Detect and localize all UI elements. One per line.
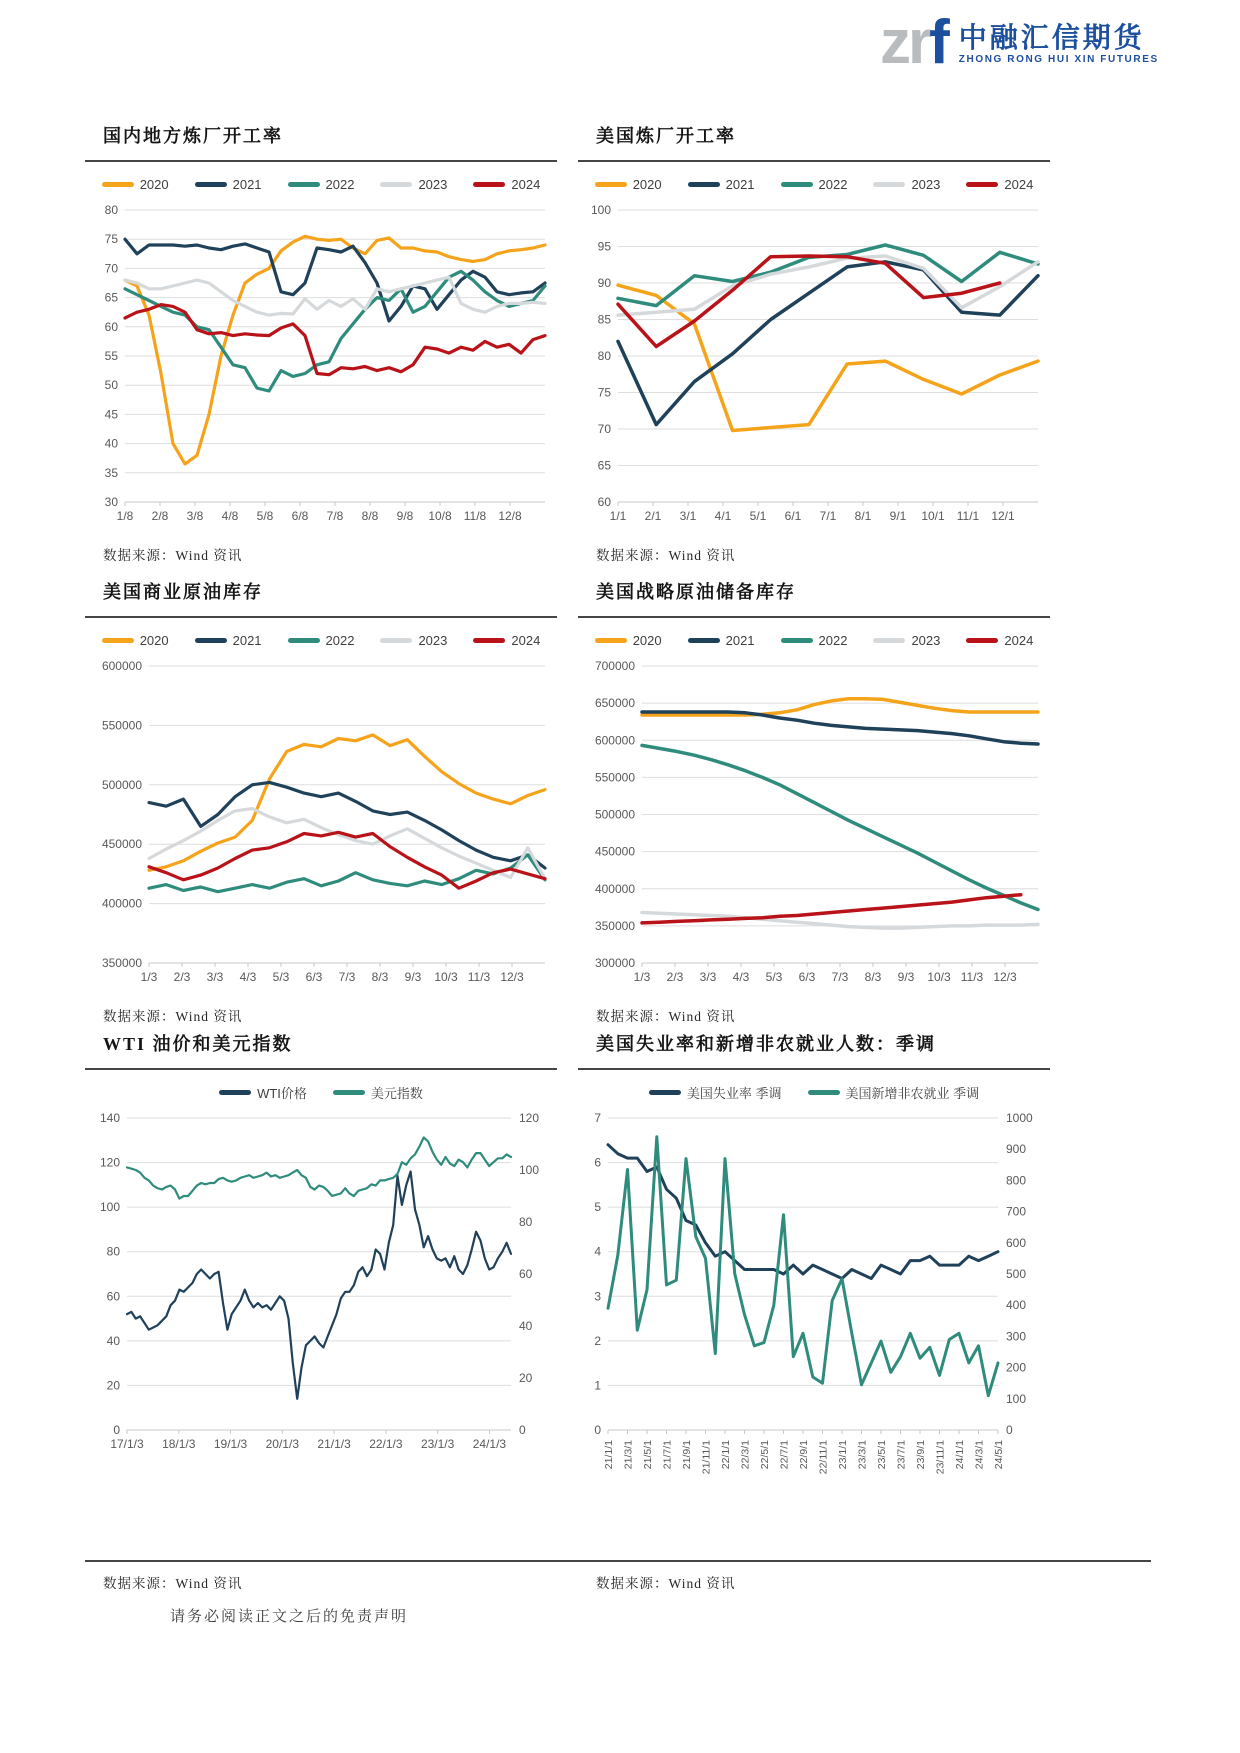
x-axis-tick-label: 8/8 (361, 509, 379, 523)
y-axis-tick-label: 6 (594, 1155, 601, 1170)
y-axis-tick-label: 50 (104, 378, 118, 393)
x-axis-tick-label: 20/1/3 (265, 1437, 300, 1451)
x-axis-tick-label: 23/5/1 (876, 1440, 888, 1470)
data-source-caption: 数据来源：Wind 资讯 (103, 1576, 243, 1591)
y-axis-tick-label: 600000 (101, 659, 142, 673)
chart-title: WTI 油价和美元指数 (103, 1034, 293, 1054)
line-chart-svg (85, 1108, 557, 1526)
legend-label: 2020 (632, 176, 662, 192)
legend-swatch (595, 182, 627, 187)
y-axis-tick-label: 40 (106, 1333, 120, 1348)
series-line-s2024 (149, 832, 545, 888)
line-chart-svg (578, 1108, 1050, 1526)
legend-item-s2022 (288, 633, 355, 648)
series-line-usd-index (127, 1138, 511, 1199)
y-axis-tick-label: 7 (594, 1111, 601, 1125)
y-axis-tick-label: 85 (597, 312, 611, 327)
legend-item-s2024 (966, 177, 1033, 192)
legend-item-s2020 (102, 633, 169, 648)
legend-swatch (219, 1090, 251, 1095)
x-axis-tick-label: 23/3/1 (856, 1440, 869, 1470)
chart-legend (578, 1076, 1050, 1108)
x-axis-tick-label: 1/1 (609, 509, 627, 523)
title-rule (578, 1068, 1050, 1070)
legend-swatch (195, 638, 227, 643)
brand-name-en: ZHONG RONG HUI XIN FUTURES (958, 54, 1159, 66)
legend-label: 2021 (725, 632, 755, 648)
x-axis-tick-label: 1/3 (633, 970, 651, 984)
legend-swatch (688, 638, 720, 643)
y2-axis-tick-label: 800 (1006, 1173, 1027, 1188)
legend-swatch (688, 182, 720, 187)
x-axis-tick-label: 22/1/1 (720, 1440, 732, 1470)
legend-swatch (873, 182, 905, 187)
x-axis-tick-label: 24/5/1 (993, 1440, 1005, 1470)
chart-title: 美国失业率和新增非农就业人数：季调 (596, 1034, 936, 1054)
legend-swatch (102, 182, 134, 187)
y2-axis-tick-label: 100 (519, 1163, 540, 1177)
x-axis-tick-label: 2/3 (666, 970, 684, 984)
y-axis-tick-label: 60 (597, 495, 611, 509)
y-axis-tick-label: 35 (104, 465, 118, 480)
series-line-s2020 (618, 285, 1038, 430)
y-axis-tick-label: 75 (104, 232, 118, 247)
y-axis-tick-label: 550000 (101, 718, 142, 733)
series-line-s2024 (125, 305, 545, 375)
legend-swatch (873, 638, 905, 643)
x-axis-tick-label: 12/1 (991, 509, 1015, 523)
legend-label: 2023 (911, 176, 941, 192)
x-axis-tick-label: 12/3 (500, 970, 524, 984)
x-axis-tick-label: 10/3 (434, 970, 458, 984)
legend-item-s2020 (595, 633, 662, 648)
x-axis-tick-label: 23/7/1 (895, 1440, 908, 1470)
x-axis-tick-label: 21/5/1 (642, 1440, 654, 1470)
line-chart-svg (578, 200, 1050, 530)
y-axis-tick-label: 140 (99, 1111, 120, 1125)
y-axis-tick-label: 80 (104, 203, 118, 217)
legend-label: 美国新增非农就业 季调 (845, 1085, 980, 1101)
y2-axis-tick-label: 80 (519, 1215, 533, 1229)
legend-label: 2021 (232, 176, 262, 192)
chart-block-us-commercial-crude-stock (85, 578, 557, 1025)
x-axis-tick-label: 5/8 (256, 509, 274, 523)
x-axis-tick-label: 7/3 (831, 970, 849, 984)
legend-label: 2023 (418, 632, 448, 648)
y2-axis-tick-label: 0 (519, 1423, 526, 1437)
title-rule (85, 160, 557, 162)
y-axis-tick-label: 65 (104, 290, 118, 305)
legend-label: 2021 (725, 176, 755, 192)
x-axis-tick-label: 23/1/1 (837, 1440, 849, 1470)
legend-label: 2024 (1004, 176, 1034, 192)
legend-swatch (966, 182, 998, 187)
legend-label: 2024 (511, 176, 541, 192)
y-axis-tick-label: 120 (99, 1155, 120, 1170)
brand-logo (880, 8, 1159, 77)
data-source-caption: 数据来源：Wind 资讯 (103, 1009, 243, 1024)
line-chart-svg (578, 656, 1050, 991)
legend-item-s2024 (473, 633, 540, 648)
x-axis-tick-label: 1/3 (140, 970, 158, 984)
chart-block-us-spr-stock (578, 578, 1050, 1025)
chart-title: 美国炼厂开工率 (596, 126, 736, 146)
x-axis-tick-label: 10/8 (428, 509, 452, 523)
x-axis-tick-label: 1/8 (116, 509, 134, 523)
x-axis-tick-label: 22/3/1 (739, 1440, 752, 1470)
legend-swatch (808, 1090, 840, 1095)
chart-block-us-unemployment-payrolls (578, 1030, 1050, 1526)
y2-axis-tick-label: 20 (519, 1371, 533, 1385)
legend-swatch (966, 638, 998, 643)
y-axis-tick-label: 0 (113, 1423, 120, 1437)
x-axis-tick-label: 21/11/1 (700, 1440, 713, 1475)
legend-item-s2020 (595, 177, 662, 192)
x-axis-tick-label: 18/1/3 (162, 1437, 196, 1451)
chart-legend (85, 1076, 557, 1108)
y-axis-tick-label: 700000 (594, 659, 635, 673)
y2-axis-tick-label: 900 (1006, 1142, 1027, 1157)
series-line-s2024 (642, 895, 1021, 923)
x-axis-tick-label: 2/1 (644, 509, 662, 523)
y-axis-tick-label: 90 (597, 276, 611, 290)
x-axis-tick-label: 21/9/1 (681, 1440, 693, 1470)
legend-label: WTI价格 (257, 1085, 307, 1101)
y2-axis-tick-label: 400 (1006, 1298, 1027, 1313)
y2-axis-tick-label: 300 (1006, 1329, 1027, 1344)
x-axis-tick-label: 21/7/1 (661, 1440, 674, 1470)
data-source-caption: 数据来源：Wind 资讯 (103, 548, 243, 563)
y-axis-tick-label: 3 (594, 1289, 601, 1304)
title-rule (85, 1068, 557, 1070)
x-axis-tick-label: 24/1/1 (954, 1440, 966, 1470)
logo-zr-letters: zr (880, 8, 930, 77)
x-axis-tick-label: 11/1 (956, 509, 980, 523)
y-axis-tick-label: 400000 (594, 881, 635, 896)
chart-block-wti-usd-index (85, 1030, 557, 1526)
brand-name-cn: 中融汇信期货 (958, 21, 1145, 53)
x-axis-tick-label: 17/1/3 (110, 1437, 144, 1451)
x-axis-tick-label: 3/3 (206, 970, 224, 984)
y-axis-tick-label: 60 (106, 1289, 120, 1304)
y-axis-tick-label: 500000 (101, 777, 142, 792)
x-axis-tick-label: 7/8 (326, 509, 344, 523)
title-rule (578, 616, 1050, 618)
x-axis-tick-label: 22/5/1 (759, 1440, 771, 1470)
x-axis-tick-label: 10/3 (927, 970, 951, 984)
series-line-s2020 (149, 735, 545, 870)
x-axis-tick-label: 7/3 (338, 970, 356, 984)
legend-swatch (473, 638, 505, 643)
chart-legend (578, 624, 1050, 656)
y-axis-tick-label: 2 (594, 1333, 601, 1348)
legend-item-s2022 (781, 177, 848, 192)
legend-label: 2020 (139, 176, 169, 192)
y-axis-tick-label: 70 (104, 261, 118, 276)
y-axis-tick-label: 300000 (594, 956, 635, 970)
y-axis-tick-label: 5 (594, 1200, 601, 1215)
x-axis-tick-label: 23/11/1 (934, 1440, 947, 1475)
y2-axis-tick-label: 700 (1006, 1204, 1027, 1219)
x-axis-tick-label: 7/1 (819, 509, 837, 523)
series-line-s2022 (618, 245, 1038, 306)
legend-label: 美元指数 (370, 1085, 423, 1101)
y2-axis-tick-label: 1000 (1006, 1111, 1033, 1125)
legend-item-s2024 (473, 177, 540, 192)
y-axis-tick-label: 100 (99, 1200, 120, 1215)
x-axis-tick-label: 4/1 (714, 509, 732, 523)
x-axis-tick-label: 5/3 (765, 970, 783, 984)
x-axis-tick-label: 2/8 (151, 509, 169, 523)
legend-swatch (380, 638, 412, 643)
legend-item-us-unemployment-rate (649, 1083, 782, 1102)
x-axis-tick-label: 22/7/1 (778, 1440, 791, 1470)
y-axis-tick-label: 80 (597, 349, 611, 363)
legend-item-s2022 (288, 177, 355, 192)
y-axis-tick-label: 550000 (594, 770, 635, 785)
series-line-s2021 (642, 712, 1038, 744)
legend-swatch (288, 182, 320, 187)
x-axis-tick-label: 4/3 (239, 970, 257, 984)
y-axis-tick-label: 75 (597, 385, 611, 400)
x-axis-tick-label: 21/3/1 (622, 1440, 635, 1470)
x-axis-tick-label: 4/3 (732, 970, 750, 984)
legend-swatch (649, 1090, 681, 1095)
brand-text (959, 22, 1159, 65)
x-axis-tick-label: 19/1/3 (213, 1437, 248, 1451)
x-axis-tick-label: 4/8 (221, 509, 239, 523)
x-axis-tick-label: 24/3/1 (973, 1440, 986, 1470)
x-axis-tick-label: 2/3 (173, 970, 191, 984)
legend-item-s2021 (688, 177, 755, 192)
legend-item-us-nonfarm-payrolls (808, 1083, 980, 1102)
legend-label: 美国失业率 季调 (686, 1085, 782, 1101)
x-axis-tick-label: 3/1 (679, 509, 697, 523)
chart-title: 美国战略原油储备库存 (596, 582, 796, 602)
disclaimer-text: 请务必阅读正文之后的免责声明 (170, 1609, 409, 1625)
y2-axis-tick-label: 600 (1006, 1235, 1027, 1250)
series-line-us-unemployment-rate (608, 1145, 998, 1279)
legend-label: 2022 (325, 176, 355, 192)
x-axis-tick-label: 6/1 (784, 509, 802, 523)
x-axis-tick-label: 21/1/3 (317, 1437, 351, 1451)
legend-item-s2023 (380, 177, 447, 192)
x-axis-tick-label: 9/3 (897, 970, 915, 984)
y-axis-tick-label: 600000 (594, 733, 635, 748)
legend-item-s2021 (688, 633, 755, 648)
series-line-s2023 (125, 277, 545, 315)
data-source-caption: 数据来源：Wind 资讯 (596, 1009, 736, 1024)
legend-label: 2020 (632, 632, 662, 648)
bottom-rule (85, 1560, 1151, 1562)
y-axis-tick-label: 55 (104, 349, 118, 363)
x-axis-tick-label: 3/3 (699, 970, 717, 984)
chart-title: 美国商业原油库存 (103, 582, 263, 602)
x-axis-tick-label: 22/11/1 (817, 1440, 830, 1475)
data-source-caption: 数据来源：Wind 资讯 (596, 548, 736, 563)
x-axis-tick-label: 3/8 (186, 509, 204, 523)
y-axis-tick-label: 20 (106, 1378, 120, 1393)
legend-swatch (288, 638, 320, 643)
legend-label: 2022 (325, 632, 355, 648)
chart-legend (85, 624, 557, 656)
logo-f-letter: f (929, 8, 947, 77)
x-axis-tick-label: 10/1 (921, 509, 945, 523)
legend-item-s2023 (873, 633, 940, 648)
y-axis-tick-label: 4 (594, 1244, 601, 1259)
legend-swatch (781, 182, 813, 187)
legend-label: 2023 (911, 632, 941, 648)
y-axis-tick-label: 100 (590, 203, 611, 217)
y-axis-tick-label: 40 (104, 436, 118, 451)
y-axis-tick-label: 0 (594, 1423, 601, 1437)
line-chart-svg (85, 656, 557, 991)
legend-swatch (195, 182, 227, 187)
legend-swatch (102, 638, 134, 643)
y-axis-tick-label: 30 (104, 495, 118, 509)
series-line-s2022 (642, 745, 1038, 909)
data-source-caption: 数据来源：Wind 资讯 (596, 1576, 736, 1591)
y2-axis-tick-label: 60 (519, 1267, 533, 1281)
x-axis-tick-label: 21/1/1 (603, 1440, 615, 1470)
y-axis-tick-label: 350000 (594, 918, 635, 933)
x-axis-tick-label: 6/8 (291, 509, 309, 523)
legend-swatch (473, 182, 505, 187)
x-axis-tick-label: 6/3 (798, 970, 816, 984)
legend-item-s2024 (966, 633, 1033, 648)
title-rule (578, 160, 1050, 162)
x-axis-tick-label: 11/8 (463, 509, 487, 523)
chart-title: 国内地方炼厂开工率 (103, 126, 283, 146)
legend-swatch (595, 638, 627, 643)
x-axis-tick-label: 22/9/1 (798, 1440, 810, 1470)
x-axis-tick-label: 8/1 (854, 509, 872, 523)
y-axis-tick-label: 650000 (594, 696, 635, 711)
y2-axis-tick-label: 120 (519, 1111, 540, 1125)
y-axis-tick-label: 500000 (594, 807, 635, 822)
series-line-s2021 (125, 239, 545, 321)
legend-item-s2022 (781, 633, 848, 648)
legend-label: 2023 (418, 176, 448, 192)
y-axis-tick-label: 450000 (101, 837, 142, 852)
x-axis-tick-label: 23/1/3 (420, 1437, 455, 1451)
x-axis-tick-label: 11/3 (467, 970, 491, 984)
x-axis-tick-label: 8/3 (371, 970, 389, 984)
x-axis-tick-label: 11/3 (960, 970, 984, 984)
series-line-wti-price (127, 1172, 511, 1399)
y2-axis-tick-label: 0 (1006, 1423, 1013, 1437)
title-rule (85, 616, 557, 618)
x-axis-tick-label: 23/9/1 (915, 1440, 927, 1470)
legend-swatch (781, 638, 813, 643)
x-axis-tick-label: 12/3 (993, 970, 1017, 984)
chart-block-us-refinery-rate (578, 122, 1050, 564)
y-axis-tick-label: 80 (106, 1244, 120, 1259)
legend-label: 2021 (232, 632, 262, 648)
x-axis-tick-label: 24/1/3 (472, 1437, 507, 1451)
x-axis-tick-label: 22/1/3 (369, 1437, 403, 1451)
legend-item-s2021 (195, 633, 262, 648)
x-axis-tick-label: 8/3 (864, 970, 882, 984)
y-axis-tick-label: 1 (594, 1378, 601, 1393)
chart-block-domestic-refinery-rate (85, 122, 557, 564)
chart-legend (578, 168, 1050, 200)
legend-item-s2023 (873, 177, 940, 192)
y2-axis-tick-label: 500 (1006, 1267, 1027, 1281)
legend-item-s2021 (195, 177, 262, 192)
legend-label: 2022 (818, 632, 848, 648)
y-axis-tick-label: 60 (104, 319, 118, 334)
legend-label: 2024 (1004, 632, 1034, 648)
y-axis-tick-label: 350000 (101, 956, 142, 970)
legend-item-usd-index (333, 1083, 423, 1102)
y-axis-tick-label: 450000 (594, 844, 635, 859)
y-axis-tick-label: 400000 (101, 896, 142, 911)
x-axis-tick-label: 6/3 (305, 970, 323, 984)
y2-axis-tick-label: 200 (1006, 1360, 1027, 1375)
y-axis-tick-label: 45 (104, 407, 118, 422)
legend-label: 2022 (818, 176, 848, 192)
legend-label: 2020 (139, 632, 169, 648)
legend-swatch (380, 182, 412, 187)
x-axis-tick-label: 12/8 (498, 509, 522, 523)
x-axis-tick-label: 9/3 (404, 970, 422, 984)
x-axis-tick-label: 9/1 (889, 509, 907, 523)
line-chart-svg (85, 200, 557, 530)
y-axis-tick-label: 65 (597, 458, 611, 473)
legend-label: 2024 (511, 632, 541, 648)
y-axis-tick-label: 95 (597, 239, 611, 254)
x-axis-tick-label: 5/3 (272, 970, 290, 984)
x-axis-tick-label: 9/8 (396, 509, 414, 523)
y-axis-tick-label: 70 (597, 422, 611, 436)
legend-swatch (333, 1090, 365, 1095)
legend-item-s2023 (380, 633, 447, 648)
y2-axis-tick-label: 40 (519, 1319, 533, 1333)
logo-mark (880, 8, 947, 77)
y2-axis-tick-label: 100 (1006, 1391, 1027, 1406)
legend-item-s2020 (102, 177, 169, 192)
legend-item-wti-price (219, 1083, 307, 1102)
x-axis-tick-label: 5/1 (749, 509, 767, 523)
chart-legend (85, 168, 557, 200)
series-line-s2023 (149, 809, 545, 879)
